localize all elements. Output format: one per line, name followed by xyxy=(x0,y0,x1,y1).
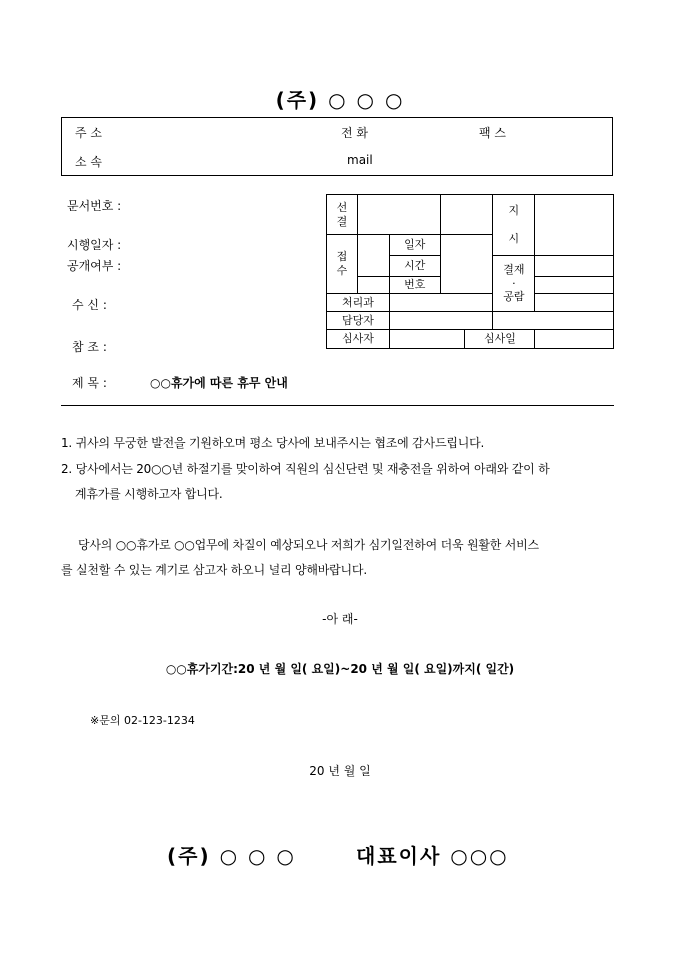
receipt-slot xyxy=(357,235,389,277)
handling-dept-label: 처리과 xyxy=(327,294,390,312)
review-slot-1 xyxy=(535,256,614,277)
ji-si-cell xyxy=(493,195,535,256)
issue-date-label: 시행일자 : xyxy=(67,238,122,252)
body-paragraph-2-line-1: 2. 당사에서는 20○○년 하절기를 맞이하여 직원의 심신단련 및 재충전을 위하여 아래와 같이 하 xyxy=(61,462,550,476)
si-label: 시 xyxy=(508,231,520,245)
receipt-date-label: 일자 xyxy=(389,235,440,256)
seon-gyeol-cell xyxy=(327,195,358,235)
body-paragraph-3-line-2: 를 실천할 수 있는 계기로 삼고자 하오니 널리 양해바랍니다. xyxy=(61,563,367,577)
issue-date-line: 20 년 월 일 xyxy=(309,764,371,778)
approval-table xyxy=(326,194,614,349)
review-date-value xyxy=(535,330,614,349)
instruction-slot xyxy=(535,195,614,256)
handling-dept-value xyxy=(389,294,492,312)
review-slot-3 xyxy=(535,294,614,312)
body-paragraph-1: 1. 귀사의 무궁한 발전을 기원하오며 평소 당사에 보내주시는 협조에 감사드립니다. xyxy=(61,436,485,450)
approval-b-label: 공람 xyxy=(503,290,525,304)
reviewer-label: 심사자 xyxy=(327,330,390,349)
approval-review-cell xyxy=(493,256,535,312)
mail-label: mail xyxy=(347,153,373,167)
approval-slot-1 xyxy=(357,195,440,235)
receipt-time-label: 시간 xyxy=(389,256,440,277)
receipt-info-slot xyxy=(440,235,493,294)
subject-label: 제 목 : xyxy=(72,376,107,390)
person-in-charge-value xyxy=(389,312,492,330)
review-date-label: 심사일 xyxy=(465,330,535,349)
approval-slot-2 xyxy=(440,195,493,235)
seon-label: 선 xyxy=(336,200,348,214)
below-heading: -아 래- xyxy=(322,612,358,626)
body-paragraph-3-line-1: 당사의 ○○휴가로 ○○업무에 차질이 예상되오나 저희가 심기일전하여 더욱 원활한 서비스 xyxy=(78,538,539,552)
department-label: 소 속 xyxy=(75,155,102,169)
su-label: 수 xyxy=(336,264,348,277)
divider xyxy=(61,405,614,406)
approval-a-label: 결재 xyxy=(503,262,525,276)
phone-label: 전 화 xyxy=(341,126,368,140)
reviewer-value xyxy=(389,330,464,349)
footer-company: (주) ○ ○ ○ xyxy=(167,844,296,868)
gyeol-label: 결 xyxy=(336,214,348,228)
address-label: 주 소 xyxy=(75,126,102,140)
recipient-label: 수 신 : xyxy=(72,298,107,312)
blank-cell xyxy=(493,312,614,330)
approval-dot: · xyxy=(512,276,516,290)
vacation-period-line: ○○휴가기간:20 년 월 일( 요일)~20 년 월 일( 요일)까지( 일간) xyxy=(165,662,515,676)
reference-label: 참 조 : xyxy=(72,340,107,354)
receipt-blank xyxy=(357,277,389,294)
ji-label: 지 xyxy=(508,204,520,218)
body-paragraph-2-line-2: 계휴가를 시행하고자 합니다. xyxy=(75,487,223,501)
page-title: (주) ○ ○ ○ xyxy=(275,88,405,112)
jeop-label: 접 xyxy=(336,250,348,264)
footer-ceo: 대표이사 ○○○ xyxy=(356,844,509,868)
disclosure-label: 공개여부 : xyxy=(67,259,122,273)
person-in-charge-label: 담당자 xyxy=(327,312,390,330)
review-slot-2 xyxy=(535,277,614,294)
subject-value: ○○휴가에 따른 휴무 안내 xyxy=(150,376,288,390)
receipt-number-label: 번호 xyxy=(389,277,440,294)
jeop-su-cell xyxy=(327,235,358,294)
doc-number-label: 문서번호 : xyxy=(67,199,122,213)
contact-line: ※문의 02-123-1234 xyxy=(90,714,195,727)
info-box xyxy=(61,117,613,176)
fax-label: 팩 스 xyxy=(479,126,506,140)
